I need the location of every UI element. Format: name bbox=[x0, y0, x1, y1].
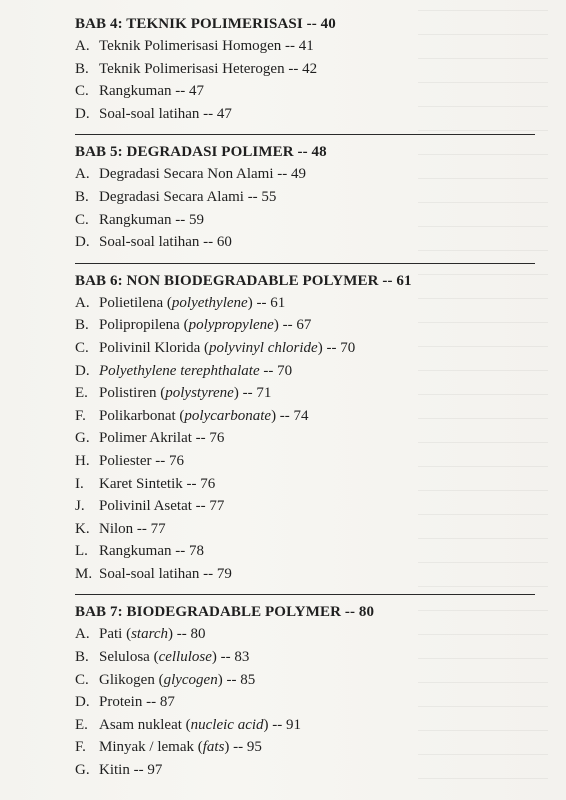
entry-text: Nilon -- 77 bbox=[99, 520, 166, 537]
entry-text-italic: polyethylene bbox=[171, 294, 248, 311]
entry-text bbox=[99, 736, 535, 759]
toc-entry bbox=[75, 337, 535, 360]
toc-entry bbox=[75, 209, 535, 232]
entry-text-italic: glycogen bbox=[163, 671, 218, 688]
toc-entry bbox=[75, 103, 535, 126]
toc-entry bbox=[75, 540, 535, 563]
entry-letter: B. bbox=[75, 649, 89, 666]
entry-letter: C. bbox=[75, 671, 89, 688]
toc-entry bbox=[75, 35, 535, 58]
toc-entry bbox=[75, 382, 535, 405]
toc-entry bbox=[75, 669, 535, 692]
entry-text bbox=[99, 314, 535, 337]
chapter-entries bbox=[75, 35, 535, 125]
entry-letter: B. bbox=[75, 188, 89, 205]
entry-text-suffix: ) -- 80 bbox=[168, 626, 206, 643]
entry-text bbox=[99, 646, 535, 669]
entry-letter: B. bbox=[75, 60, 89, 77]
entry-letter: K. bbox=[75, 520, 90, 537]
entry-letter: J. bbox=[75, 498, 85, 515]
entry-text-suffix: ) -- 67 bbox=[273, 317, 312, 334]
entry-text-italic: cellulose bbox=[158, 649, 212, 666]
entry-text-prefix: Polivinil Klorida ( bbox=[99, 339, 209, 356]
entry-text bbox=[99, 669, 535, 692]
entry-letter: C. bbox=[75, 83, 89, 100]
entry-text bbox=[99, 360, 535, 383]
entry-text-italic: polycarbonate bbox=[184, 407, 272, 424]
toc-entry bbox=[75, 736, 535, 759]
entry-text-suffix: -- 70 bbox=[259, 362, 293, 379]
entry-text-italic: Polyethylene terephthalate bbox=[99, 362, 260, 379]
entry-letter: A. bbox=[75, 166, 90, 183]
entry-letter: F. bbox=[75, 407, 86, 424]
entry-letter: A. bbox=[75, 294, 90, 311]
toc-entry bbox=[75, 58, 535, 81]
chapter-title: BAB 7: BIODEGRADABLE POLYMER -- 80 bbox=[75, 604, 375, 621]
toc-entry bbox=[75, 691, 535, 714]
entry-text-prefix: Minyak / lemak ( bbox=[99, 739, 203, 756]
entry-text: Soal-soal latihan -- 79 bbox=[99, 565, 232, 582]
entry-text: Teknik Polimerisasi Heterogen -- 42 bbox=[99, 60, 318, 77]
chapter-section bbox=[75, 13, 535, 125]
entry-letter: M. bbox=[75, 565, 93, 582]
toc-entry bbox=[75, 186, 535, 209]
entry-text: Degradasi Secara Alami -- 55 bbox=[99, 188, 277, 205]
toc-entry bbox=[75, 292, 535, 315]
toc-entry bbox=[75, 473, 535, 496]
toc-entry bbox=[75, 518, 535, 541]
entry-text: Kitin -- 97 bbox=[99, 762, 163, 779]
entry-text-suffix: ) -- 95 bbox=[224, 739, 262, 756]
entry-letter: E. bbox=[75, 385, 88, 402]
toc-entry bbox=[75, 563, 535, 586]
entry-text-prefix: Polipropilena ( bbox=[99, 317, 189, 334]
toc-entry bbox=[75, 314, 535, 337]
entry-text bbox=[99, 623, 535, 646]
entry-letter: G. bbox=[75, 430, 90, 447]
entry-text-prefix: Glikogen ( bbox=[99, 671, 164, 688]
entry-text-prefix: Polikarbonat ( bbox=[99, 407, 185, 424]
entry-text: Rangkuman -- 47 bbox=[99, 83, 204, 100]
entry-text-suffix: ) -- 74 bbox=[271, 407, 309, 424]
chapter-divider bbox=[75, 594, 535, 595]
toc-entry bbox=[75, 405, 535, 428]
entry-letter: L. bbox=[75, 543, 88, 560]
entry-text-suffix: ) -- 61 bbox=[247, 294, 286, 311]
entry-text-italic: polypropylene bbox=[188, 317, 274, 334]
table-of-contents bbox=[75, 13, 535, 782]
entry-letter: D. bbox=[75, 694, 90, 711]
entry-text-italic: polyvinyl chloride bbox=[209, 339, 318, 356]
toc-entry bbox=[75, 450, 535, 473]
toc-entry bbox=[75, 623, 535, 646]
entry-text bbox=[99, 714, 535, 737]
chapter-section bbox=[75, 601, 535, 781]
entry-text-suffix: ) -- 71 bbox=[233, 385, 272, 402]
entry-letter: F. bbox=[75, 739, 86, 756]
entry-letter: I. bbox=[75, 475, 84, 492]
toc-entry bbox=[75, 360, 535, 383]
entry-text bbox=[99, 337, 535, 360]
chapter-entries bbox=[75, 623, 535, 781]
entry-letter: A. bbox=[75, 38, 90, 54]
chapter-entries bbox=[75, 163, 535, 253]
entry-text-prefix: Polietilena ( bbox=[99, 294, 172, 311]
entry-letter: G. bbox=[75, 762, 90, 779]
entry-letter: A. bbox=[75, 626, 90, 643]
entry-text: Polimer Akrilat -- 76 bbox=[99, 430, 225, 447]
entry-text bbox=[99, 382, 535, 405]
entry-text: Polivinil Asetat -- 77 bbox=[99, 498, 225, 515]
chapter-divider bbox=[75, 134, 535, 135]
toc-entry bbox=[75, 163, 535, 186]
chapter-title: BAB 4: TEKNIK POLIMERISASI -- 40 bbox=[75, 16, 336, 32]
entry-text: Rangkuman -- 78 bbox=[99, 543, 204, 560]
chapter-title: BAB 6: NON BIODEGRADABLE POLYMER -- 61 bbox=[75, 272, 412, 289]
entry-text-prefix: Selulosa ( bbox=[99, 649, 159, 666]
entry-letter: B. bbox=[75, 317, 89, 334]
entry-text: Degradasi Secara Non Alami -- 49 bbox=[99, 166, 307, 183]
entry-text: Soal-soal latihan -- 47 bbox=[99, 105, 232, 122]
entry-text-suffix: ) -- 70 bbox=[317, 339, 356, 356]
entry-letter: C. bbox=[75, 211, 89, 228]
entry-letter: E. bbox=[75, 716, 88, 733]
entry-text-italic: starch bbox=[131, 626, 169, 643]
entry-text bbox=[99, 292, 535, 315]
chapter-divider bbox=[75, 263, 535, 264]
chapter-section bbox=[75, 270, 535, 586]
entry-text-suffix: ) -- 91 bbox=[263, 716, 302, 733]
toc-entry bbox=[75, 427, 535, 450]
entry-text-prefix: Asam nukleat ( bbox=[99, 716, 191, 733]
entry-text-suffix: ) -- 83 bbox=[211, 649, 250, 666]
entry-letter: D. bbox=[75, 234, 90, 251]
entry-text-italic: fats bbox=[202, 739, 225, 756]
entry-letter: H. bbox=[75, 452, 90, 469]
entry-text-prefix: Pati ( bbox=[99, 626, 132, 643]
entry-letter: D. bbox=[75, 362, 90, 379]
entry-text: Soal-soal latihan -- 60 bbox=[99, 234, 232, 251]
toc-entry bbox=[75, 646, 535, 669]
toc-entry bbox=[75, 231, 535, 254]
toc-entry bbox=[75, 714, 535, 737]
chapter-entries bbox=[75, 292, 535, 586]
entry-text bbox=[99, 405, 535, 428]
toc-entry bbox=[75, 759, 535, 782]
entry-text: Teknik Polimerisasi Homogen -- 41 bbox=[99, 38, 314, 54]
chapter-title: BAB 5: DEGRADASI POLIMER -- 48 bbox=[75, 144, 327, 161]
entry-text-italic: polystyrene bbox=[165, 385, 234, 402]
entry-text-suffix: ) -- 85 bbox=[217, 671, 256, 688]
entry-letter: C. bbox=[75, 339, 89, 356]
toc-entry bbox=[75, 80, 535, 103]
entry-text: Rangkuman -- 59 bbox=[99, 211, 204, 228]
chapter-section bbox=[75, 141, 535, 253]
entry-text-italic: nucleic acid bbox=[190, 716, 264, 733]
entry-text: Poliester -- 76 bbox=[99, 452, 184, 469]
entry-letter: D. bbox=[75, 105, 90, 122]
entry-text-prefix: Polistiren ( bbox=[99, 385, 166, 402]
toc-entry bbox=[75, 495, 535, 518]
entry-text: Protein -- 87 bbox=[99, 694, 175, 711]
entry-text: Karet Sintetik -- 76 bbox=[99, 475, 216, 492]
